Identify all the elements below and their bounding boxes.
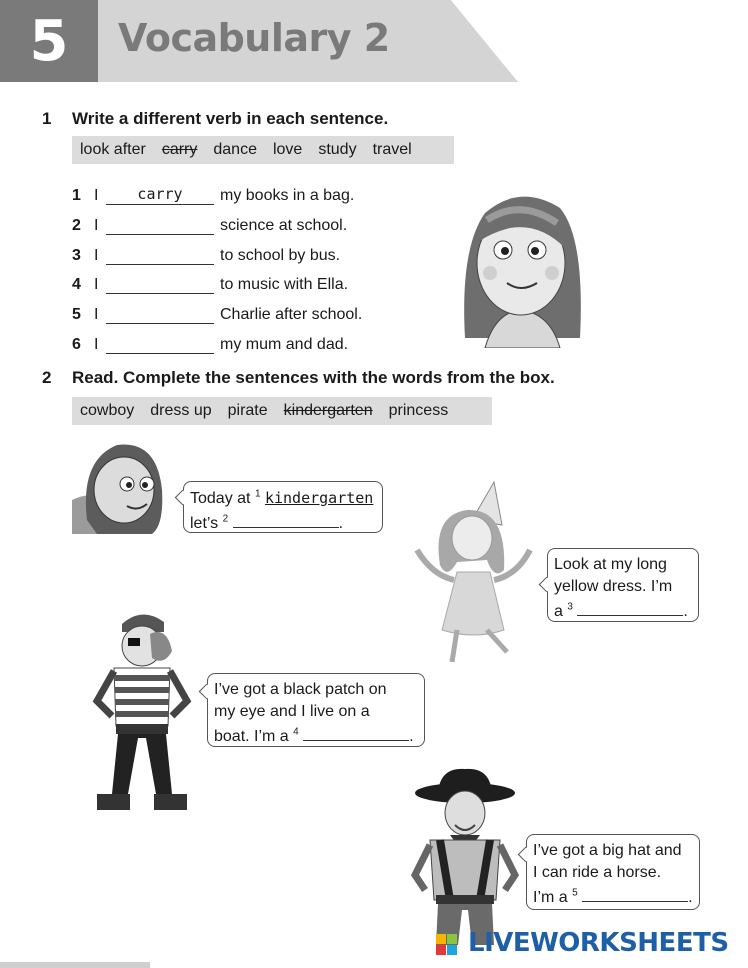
sentence-pronoun: I	[94, 336, 99, 353]
bubble-3-line-1: I’ve got a black patch on	[214, 681, 387, 698]
bubble-3-line-2: my eye and I live on a	[214, 703, 370, 720]
bubble-4-line-2: I can ride a horse.	[533, 864, 662, 881]
sentence-number: 5	[72, 306, 81, 323]
bubble-1-end: .	[338, 515, 344, 532]
pirate-illustration	[92, 606, 192, 814]
bubble-2-end: .	[683, 603, 688, 620]
exercise-1-number: 1	[42, 109, 52, 128]
answer-blank-9[interactable]	[303, 723, 409, 741]
speech-bubble-4	[526, 834, 700, 910]
sentence-number: 1	[72, 187, 81, 204]
answer-blank-8[interactable]	[577, 598, 683, 616]
answer-blank-6[interactable]	[106, 334, 214, 354]
word-carry: carry	[161, 141, 198, 158]
bubble-2-line-3: a	[554, 603, 563, 620]
princess-illustration	[412, 480, 537, 665]
sentence-5	[72, 300, 362, 324]
cowboy-illustration	[410, 765, 520, 945]
sentence-number: 6	[72, 336, 81, 353]
bubble-4-line-3: I’m a	[533, 889, 568, 906]
girl-leaning-illustration	[72, 440, 164, 534]
bubble-4-line-1: I’ve got a big hat and	[533, 842, 682, 859]
sentence-4	[72, 270, 348, 294]
word-study: study	[318, 141, 357, 158]
answer-blank-5[interactable]	[106, 304, 214, 324]
answer-blank-7[interactable]	[233, 510, 339, 528]
sentence-text: Charlie after school.	[220, 306, 363, 323]
exercise-1-instruction: Write a different verb in each sentence.	[72, 109, 389, 128]
sentence-pronoun: I	[94, 306, 99, 323]
blank-number-5: 5	[572, 887, 578, 899]
answer-blank-kindergarten[interactable]: kindergarten	[264, 489, 374, 507]
sentence-number: 4	[72, 276, 81, 293]
liveworksheets-logo	[436, 928, 729, 958]
answer-blank-10[interactable]	[582, 884, 688, 902]
sentence-text: to music with Ella.	[220, 276, 349, 293]
footer-bar	[0, 962, 150, 968]
answer-blank-4[interactable]	[106, 274, 214, 294]
liveworksheets-icon	[436, 928, 468, 958]
exercise-1-word-box	[72, 136, 454, 164]
word-dress-up: dress up	[150, 402, 212, 419]
bubble-1-line-1: Today at	[190, 490, 251, 507]
sentence-number: 3	[72, 247, 81, 264]
sentence-pronoun: I	[94, 276, 99, 293]
blank-number-3: 3	[567, 601, 573, 613]
girl-face-illustration	[455, 188, 585, 348]
speech-bubble-2	[547, 548, 699, 622]
blank-number-1: 1	[254, 488, 261, 500]
sentence-pronoun: I	[94, 247, 99, 264]
sentence-1	[72, 181, 354, 205]
word-love: love	[272, 141, 303, 158]
sentence-text: my mum and dad.	[220, 336, 349, 353]
exercise-2-number: 2	[42, 368, 52, 387]
bubble-3-end: .	[409, 728, 414, 745]
sentence-text: my books in a bag.	[220, 187, 355, 204]
sentence-text: science at school.	[220, 217, 348, 234]
bubble-3-line-3: boat. I’m a	[214, 728, 289, 745]
sentence-3	[72, 241, 340, 265]
word-princess: princess	[388, 402, 449, 419]
sentence-pronoun: I	[94, 217, 99, 234]
speech-bubble-3	[207, 673, 425, 747]
unit-number: 5	[0, 0, 98, 82]
exercise-2-instruction: Read. Complete the sentences with the words from the box.	[72, 368, 555, 387]
answer-blank-1[interactable]: carry	[106, 185, 214, 205]
bubble-1-line-2: let’s	[190, 515, 219, 532]
bubble-4-end: .	[688, 889, 693, 906]
sentence-2	[72, 211, 347, 235]
sentence-pronoun: I	[94, 187, 99, 204]
answer-blank-3[interactable]	[106, 245, 214, 265]
exercise-2-word-box	[72, 397, 492, 425]
bubble-2-line-1: Look at my long	[554, 556, 667, 573]
liveworksheets-text: LIVEWORKSHEETS	[468, 928, 729, 958]
word-pirate: pirate	[227, 402, 268, 419]
word-cowboy: cowboy	[80, 402, 135, 419]
blank-number-4: 4	[293, 726, 299, 738]
word-kindergarten: kindergarten	[283, 402, 373, 419]
answer-blank-2[interactable]	[106, 215, 214, 235]
speech-bubble-1	[183, 481, 383, 533]
sentence-number: 2	[72, 217, 81, 234]
sentence-text: to school by bus.	[220, 247, 341, 264]
word-dance: dance	[213, 141, 257, 158]
unit-header	[0, 0, 520, 82]
sentence-6	[72, 330, 348, 354]
bubble-2-line-2: yellow dress. I’m	[554, 578, 673, 595]
page-title: Vocabulary 2	[118, 16, 390, 60]
word-look-after: look after	[80, 141, 146, 158]
blank-number-2: 2	[222, 513, 229, 525]
word-travel: travel	[372, 141, 412, 158]
